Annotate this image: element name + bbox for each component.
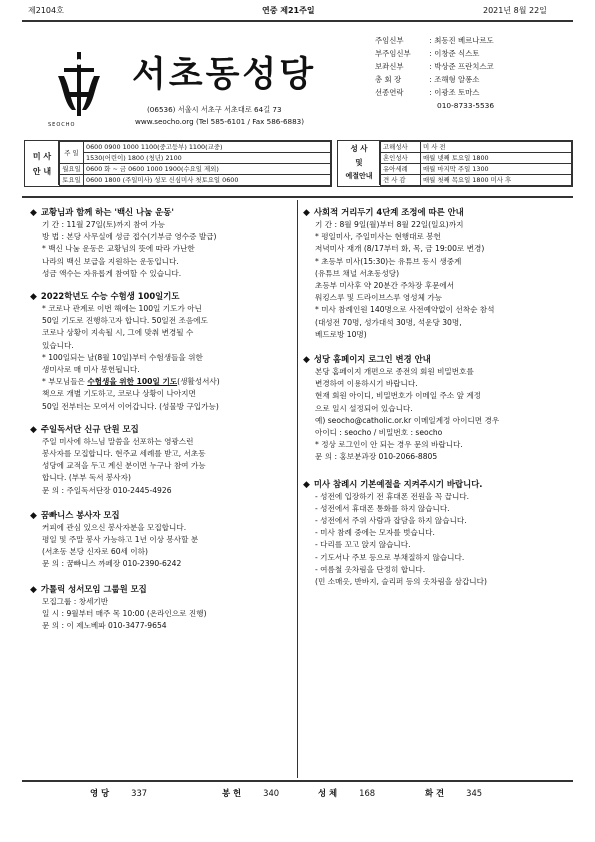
sacrament-value: 매월 넷째 토요일 1800 [421, 153, 572, 164]
notice-mass-etiquette [303, 478, 575, 589]
staff-name: 조해형 알퐁소 [434, 75, 480, 84]
parish-logo-icon [50, 50, 110, 122]
text-line: 베드로방 10명) [315, 329, 367, 339]
liturgical-season: 연중 제21주일 [262, 6, 315, 15]
sacrament-key: 유아세례 [381, 164, 421, 175]
text-line: 나라의 백신 보급을 지원하는 운동입니다. [42, 256, 179, 266]
text-line: * 100일되는 날(8월 10일)부터 수험생들을 위한 [42, 352, 203, 362]
staff-row: 보좌신부 : 박상준 프란치스코 [375, 62, 494, 71]
text-line: 50일 전부터는 모여서 이어갑니다. (성물방 구입가능) [42, 401, 219, 411]
text-line: * 미사 참례인원 140명으로 사전예약없이 선착순 참석 [315, 305, 495, 315]
text-line: * 평일미사, 주일미사는 현행대로 봉헌 [315, 232, 441, 242]
sacrament-key: 고해성사 [381, 142, 421, 153]
text-line: 기 간 : 8월 9일(월)부터 8월 22일(일요)까지 [315, 220, 464, 229]
mass-times: 0600 1800 (주일미사) 성모 신심미사 첫토요일 0600 [84, 175, 331, 186]
footer-stat-label: 성 체 [318, 788, 338, 798]
text-line: * 코로나 관계로 이번 해에는 100일 기도가 아닌 [42, 304, 202, 314]
footer-stat [425, 787, 482, 799]
mass-schedule [24, 140, 332, 187]
text-line: - 다리를 꼬고 앉지 않습니다. [315, 540, 411, 550]
sacrament-label-a: 성 사 [350, 144, 368, 153]
text-line: - 여름철 옷차림을 단정히 합니다. [315, 564, 426, 574]
text-line: - 성전에 입장하기 전 휴대폰 전원을 꼭 끕니다. [315, 491, 470, 501]
text-line: * 정상 로그인이 안 되는 경우 문의 바랍니다. [315, 440, 463, 450]
diamond-icon: ◆ [30, 584, 37, 595]
text-line: 50일 기도로 진행하고자 합니다. 50일전 조음에도 [42, 316, 208, 326]
text-line: 문 의 : 이 제노베파 010-3477-9654 [42, 621, 167, 631]
body-top-rule [22, 196, 573, 198]
section-title: ◆ 미사 참례시 기본예절을 지켜주시기 바랍니다. [303, 478, 483, 490]
mass-times: 1530(어린이) 1800 (청년) 2100 [84, 153, 331, 164]
header-rule [22, 20, 573, 22]
text-line: - 성전에서 휴대폰 통화를 하지 않습니다. [315, 503, 450, 513]
text-line: (서초동 본당 신자로 60세 이하) [42, 547, 148, 557]
text-line: 현재 회원 아이디, 비밀번호가 이메일 주소 앞 계정 [315, 391, 482, 401]
notice-distancing [303, 206, 575, 341]
staff-name: 이창준 식스토 [434, 49, 480, 58]
text-line: 초등부 미사후 약 20분간 주차장 후문에서 [315, 281, 455, 291]
sacrament-key: 견 사 감 [381, 175, 421, 186]
text-line: 문 의 : 꿈빠니스 까페장 010-2390-6242 [42, 559, 182, 569]
text-line: (유튜브 채널 서초동성당) [315, 268, 400, 278]
text-line: 성금 액수는 자유롭게 참여할 수 있습니다. [42, 268, 182, 278]
text-line: 워킹스루 및 드라이브스루 영성체 가능 [315, 293, 443, 303]
right-column [303, 206, 575, 588]
notice-bible-group [30, 583, 292, 633]
notice-homepage-login [303, 353, 575, 464]
staff-role: 총 회 장 [375, 75, 402, 84]
footer-stat-label: 영 당 [90, 788, 110, 798]
text-line: * 백신 나눔 운동은 교황님의 뜻에 따라 가난한 [42, 244, 195, 254]
sacrament-label-c: 예절안내 [345, 172, 373, 180]
text-line: 변경하여 이용하시기 바랍니다. [315, 379, 418, 389]
notice-vaccine [30, 206, 292, 280]
text-line: 모집그룹 : 창세기반 [42, 596, 109, 606]
text-line: 본당 홈페이지 개편으로 종전의 회원 비밀번호를 [315, 367, 474, 377]
text-line: 있습니다. [42, 340, 74, 350]
text-line: 합니다. (부부 독서 봉사자) [42, 473, 131, 483]
footer-stat-value: 340 [263, 788, 280, 798]
footer-stat [318, 787, 375, 799]
text-line: - 미사 참례 중에는 모자를 벗습니다. [315, 528, 435, 538]
footer-stat-label: 봉 헌 [222, 788, 242, 798]
notice-cafe [30, 509, 292, 571]
text-line: 생미사로 매 미사 봉헌됩니다. [42, 365, 140, 375]
text-line: - 기도서나 주보 등으로 부채질하지 않습니다. [315, 552, 465, 562]
mass-label [25, 141, 59, 185]
text-line: 문 의 : 홍보분과장 010-2066-8805 [315, 452, 438, 462]
footer-stat-value: 337 [131, 788, 148, 798]
mass-label-a: 미 사 [32, 152, 52, 161]
text-line: 방 법 : 본당 사무실에 성금 접수(기부금 영수증 발급) [42, 232, 217, 242]
text-line: 아이디 : seocho / 비밀번호 : seocho [315, 428, 443, 438]
diamond-icon: ◆ [303, 479, 310, 490]
mass-label-b: 안 내 [32, 167, 52, 176]
section-title: ◆ 꿈빠니스 봉사자 모집 [30, 509, 120, 521]
diamond-icon: ◆ [30, 424, 37, 435]
section-title: ◆ 주일독서단 신규 단원 모집 [30, 423, 139, 435]
notice-readers [30, 423, 292, 497]
email-example-line: 예) seocho@catholic.or.kr 이메일계정 아이디면 경우 [315, 415, 500, 425]
issue-number: 제2104호 [28, 6, 64, 15]
staff-row: 주임신부 : 최동진 베르나르도 [375, 36, 494, 45]
sacrament-key: 혼인성사 [381, 153, 421, 164]
text-line: 일 시 : 9월부터 매주 목 10:00 (온라인으로 진행) [42, 608, 207, 618]
text-line-underlined: * 부모님들은 수험생을 위한 100일 기도(생활성서사) [42, 377, 220, 387]
staff-name: 최동진 베르나르도 [434, 36, 494, 45]
diamond-icon: ◆ [303, 208, 310, 218]
text-line: (민 소매옷, 반바지, 슬리퍼 등의 옷차림을 삼갑니다) [315, 577, 487, 587]
underlined-text: 수험생을 위한 100일 기도 [87, 377, 178, 387]
sacrament-label-b: 및 [355, 158, 363, 167]
text-line: 평일 및 주말 봉사 가능하고 1년 이상 봉사할 분 [42, 535, 199, 545]
column-divider [297, 200, 298, 778]
parish-title: 서초동성당 [132, 55, 317, 95]
text-line: 봉사자를 모집합니다. 현주교 세례를 받고, 서초동 [42, 449, 206, 459]
diamond-icon: ◆ [30, 292, 37, 303]
sacrament-value: 매월 첫째 목요일 1800 미사 후 [421, 175, 572, 186]
text-line: 주일 미사에 하느님 말씀을 선포하는 영광스런 [42, 436, 194, 446]
mass-day: 월요일 [60, 164, 84, 175]
text-line: - 성전에서 주위 사람과 잡담을 하지 않습니다. [315, 516, 467, 526]
text-line: 기 간 : 11월 27일(토)까지 참여 가능 [42, 220, 165, 229]
section-title: ◆ 2022학년도 수능 수험생 100일기도 [30, 291, 180, 303]
sacrament-value: 미 사 전 [421, 142, 572, 153]
footer-stat [90, 787, 147, 799]
logo-text: SEOCHO [48, 122, 76, 128]
footer-rule [22, 780, 573, 782]
text-line: 으로 일시 설정되어 있습니다. [315, 403, 413, 413]
sacrament-label [338, 141, 380, 185]
footer-stat-label: 화 견 [425, 788, 445, 798]
notice-exam-prayer [30, 290, 292, 413]
staff-row: 부주임신부 : 이창준 식스토 [375, 49, 480, 58]
footer-stat-value: 168 [359, 788, 376, 798]
footer-stat-value: 345 [466, 788, 483, 798]
diamond-icon: ◆ [303, 355, 310, 366]
text-line: (대성전 70명, 성가대석 30명, 석운당 30명, [315, 317, 462, 327]
footer-stat [222, 787, 279, 799]
staff-role: 부주임신부 [375, 49, 411, 58]
staff-phone: 010-8733-5536 [437, 101, 495, 110]
staff-row: 총 회 장 : 조해형 알퐁소 [375, 75, 480, 84]
staff-list [375, 34, 494, 112]
section-title: ◆ 교황님과 함께 하는 '백신 나눔 운동' [30, 207, 174, 218]
staff-role: 보좌신부 [375, 62, 404, 71]
staff-role: 선종연락 [375, 88, 404, 97]
staff-row: 선종연락 : 이광조 토마스 [375, 88, 480, 97]
bulletin-date: 2021년 8월 22일 [483, 6, 547, 15]
staff-name: 박상준 프란치스코 [434, 62, 494, 71]
parish-web-phone: www.seocho.org (Tel 585-6101 / Fax 586-6883) [135, 117, 305, 126]
left-column [30, 206, 292, 632]
text-line: 커피에 관심 있으신 봉사자분을 모집합니다. [42, 522, 187, 532]
staff-role: 주임신부 [375, 36, 404, 45]
mass-times: 0600 화 ~ 금 0600 1000 1900(수요일 제외) [84, 164, 331, 175]
text-line: 코로나 상황이 지속될 시, 그에 맞춰 변경될 수 [42, 328, 194, 338]
diamond-icon: ◆ [30, 208, 37, 218]
mass-day: 주 일 [60, 142, 84, 164]
text-line: 문 의 : 주일독서단장 010-2445-4926 [42, 485, 172, 495]
text-line: 성당에 교적을 두고 계신 분이면 누구나 참여 가능 [42, 461, 206, 471]
text-line: 책으로 개별 기도하고, 코로나 상황이 나아지면 [42, 389, 196, 399]
text-line: 저녁미사 재개 (8/17부터 화, 목, 금 19:00로 변경) [315, 244, 485, 254]
section-title: ◆ 가톨릭 성서모임 그룹원 모집 [30, 583, 147, 595]
section-title: ◆ 사회적 거리두기 4단계 조정에 따른 안내 [303, 207, 464, 218]
mass-times: 0600 0900 1000 1100(중고등부) 1100(교중) [84, 142, 331, 153]
text-line: * 초등부 미사(15:30)는 유튜브 동시 생중계 [315, 256, 462, 266]
staff-name: 이광조 토마스 [434, 88, 480, 97]
diamond-icon: ◆ [30, 510, 37, 521]
mass-day: 토요일 [60, 175, 84, 186]
sacrament-schedule [337, 140, 573, 187]
section-title: ◆ 성당 홈페이지 로그인 변경 안내 [303, 354, 431, 366]
sacrament-value: 매월 마지막 주일 1300 [421, 164, 572, 175]
parish-address: (06536) 서울시 서초구 서초대로 64길 73 [147, 105, 282, 114]
